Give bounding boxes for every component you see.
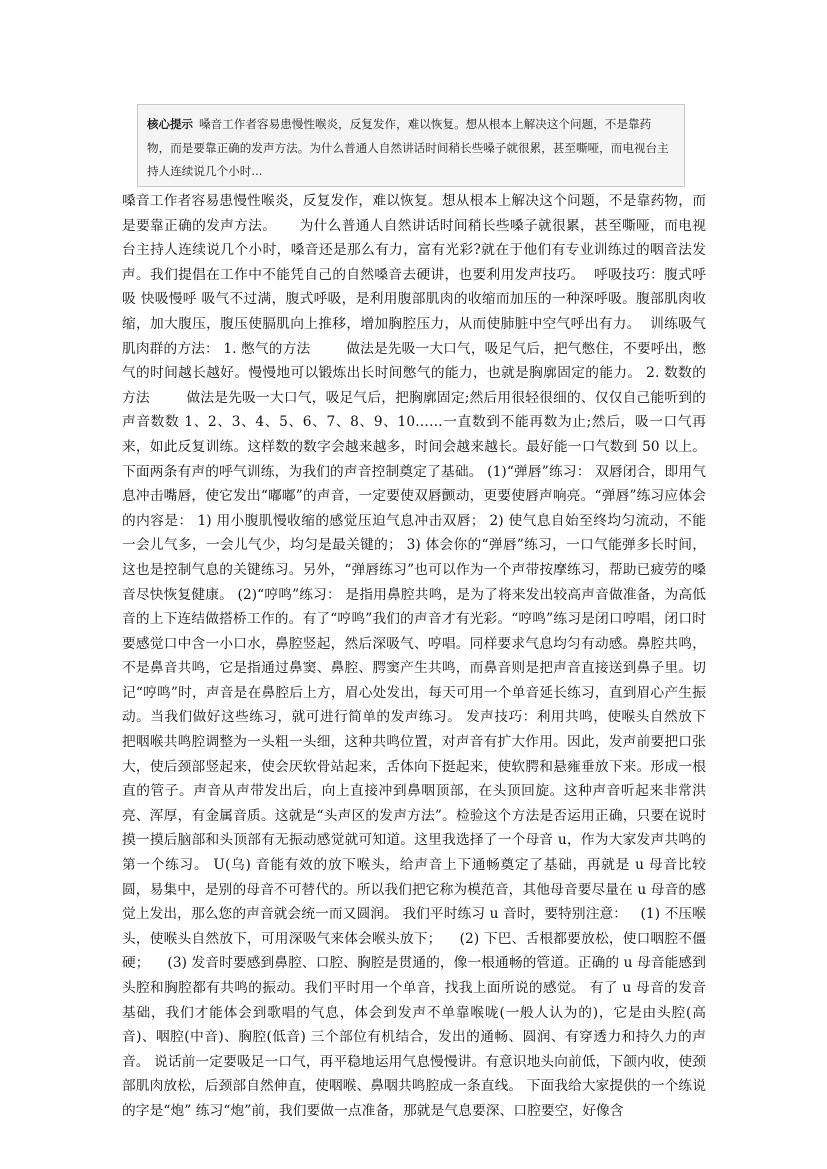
summary-text: 嗓音工作者容易患慢性喉炎，反复发作，难以恢复。想从根本上解决这个问题，不是靠药物，而是要靠正确的发声方法。为什么普通人自然讲话时间稍长些嗓子就很累，甚至嘶哑，而电视台主持人连续说几个小时... <box>147 117 669 178</box>
summary-label: 核心提示 <box>147 117 193 131</box>
article-body: 嗓音工作者容易患慢性喉炎，反复发作，难以恢复。想从根本上解决这个问题，不是靠药物，而是要靠正确的发声方法。 为什么普通人自然讲话时间稍长些嗓子就很累，甚至嘶哑，而电视台主持人连续说几个小时，嗓音还是那么有力，富有光彩?就在于他们有专业训练过的咽音法发声。我们提倡在工作中不能凭自己的自然嗓音去硬讲，也要利用发声技巧。 呼吸技巧：腹式呼吸 快吸慢呼 吸气不过满，腹式呼吸，是利用腹部肌肉的收缩而加压的一种深呼吸。腹部肌肉收缩，加大腹压，腹压使膈肌向上推移，增加胸腔压力，从而使肺脏中空气呼出有力。 训练吸气肌肉群的方法： 1. 憋气的方法 做法是先吸一大口气，吸足气后，把气憋住，不要呼出，憋气的时间越长越好。慢慢地可以锻炼出长时间憋气的能力，也就是胸廓固定的能力。 2. 数数的方法 做法是先吸一大口气，吸足气后，把胸廓固定;然后用很轻很细的、仅仅自己能听到的声音数数 1、2、3、4、5、6、7、8、9、10……一直数到不能再数为止;然后，吸一口气再来，如此反复训练。这样数的数字会越来越多，时间会越来越长。最好能一口气数到 50 以上。 下面两条有声的呼气训练，为我们的声音控制奠定了基础。 (1)“弹唇”练习： 双唇闭合，即用气息冲击嘴唇，使它发出“嘟嘟”的声音，一定要使双唇颤动，更要使唇声响亮。“弹唇”练习应体会的内容是： 1) 用小腹肌慢收缩的感觉压迫气息冲击双唇； 2) 使气息自始至终均匀流动，不能一会儿气多，一会儿气少，均匀是最关键的； 3) 体会你的“弹唇”练习，一口气能弹多长时间，这也是控制气息的关键练习。另外，“弹唇练习”也可以作为一个声带按摩练习，帮助已疲劳的嗓音尽快恢复健康。 (2)“哼鸣”练习： 是指用鼻腔共鸣，是为了将来发出较高声音做准备，为高低音的上下连结做搭桥工作的。有了“哼鸣”我们的声音才有光彩。“哼鸣”练习是闭口哼唱，闭口时要感觉口中含一小口水，鼻腔竖起，然后深吸气、哼唱。同样要求气息均匀有动感。鼻腔共鸣，不是鼻音共鸣，它是指通过鼻窦、鼻腔、腭窦产生共鸣，而鼻音则是把声音直接送到鼻子里。切记“哼鸣”时，声音是在鼻腔后上方，眉心处发出，每天可用一个单音延长练习，直到眉心产生振动。当我们做好这些练习，就可进行简单的发声练习。 发声技巧：利用共鸣，使喉头自然放下 把咽喉共鸣腔调整为一头粗一头细，这种共鸣位置，对声音有扩大作用。因此，发声前要把口张大，使后颈部竖起来，使会厌软骨站起来，舌体向下挺起来，使软腭和悬雍垂放下来。形成一根直的管子。声音从声带发出后，向上直接冲到鼻咽顶部，在头顶回旋。这种声音听起来非常洪亮、浑厚，有金属音质。这就是“头声区的发声方法”。检验这个方法是否运用正确，只要在说时摸一摸后脑部和头顶部有无振动感觉就可知道。这里我选择了一个母音 u，作为大家发声共鸣的第一个练习。 U(乌) 音能有效的放下喉头，给声音上下通畅奠定了基础，再就是 u 母音比较圆，易集中，是别的母音不可替代的。所以我们把它称为模范音，其他母音要尽量在 u 母音的感觉上发出，那么您的声音就会统一而又圆润。 我们平时练习 u 音时，要特别注意： (1) 不压喉头，使喉头自然放下，可用深吸气来体会喉头放下； (2) 下巴、舌根都要放松，使口咽腔不僵硬； (3) 发音时要感到鼻腔、口腔、胸腔是贯通的，像一根通畅的管道。正确的 u 母音能感到头腔和胸腔都有共鸣的振动。我们平时用一个单音，找我上面所说的感觉。 有了 u 母音的发音基础，我们才能体会到歌唱的气息，体会到发声不单靠喉咙(一般人认为的)，它是由头腔(高音)、咽腔(中音)、胸腔(低音) 三个部位有机结合，发出的通畅、圆润、有穿透力和持久力的声音。 说话前一定要吸足一口气，再平稳地运用气息慢慢讲。有意识地头向前低，下颌内收，使颈部肌肉放松，后颈部自然伸直，使咽喉、鼻咽共鸣腔成一条直线。 下面我给大家提供的一个练说的字是“炮” 练习“炮”前，我们要做一点准备，那就是气息要深、口腔要空，好像含 <box>122 193 711 1119</box>
summary-box <box>137 104 685 187</box>
